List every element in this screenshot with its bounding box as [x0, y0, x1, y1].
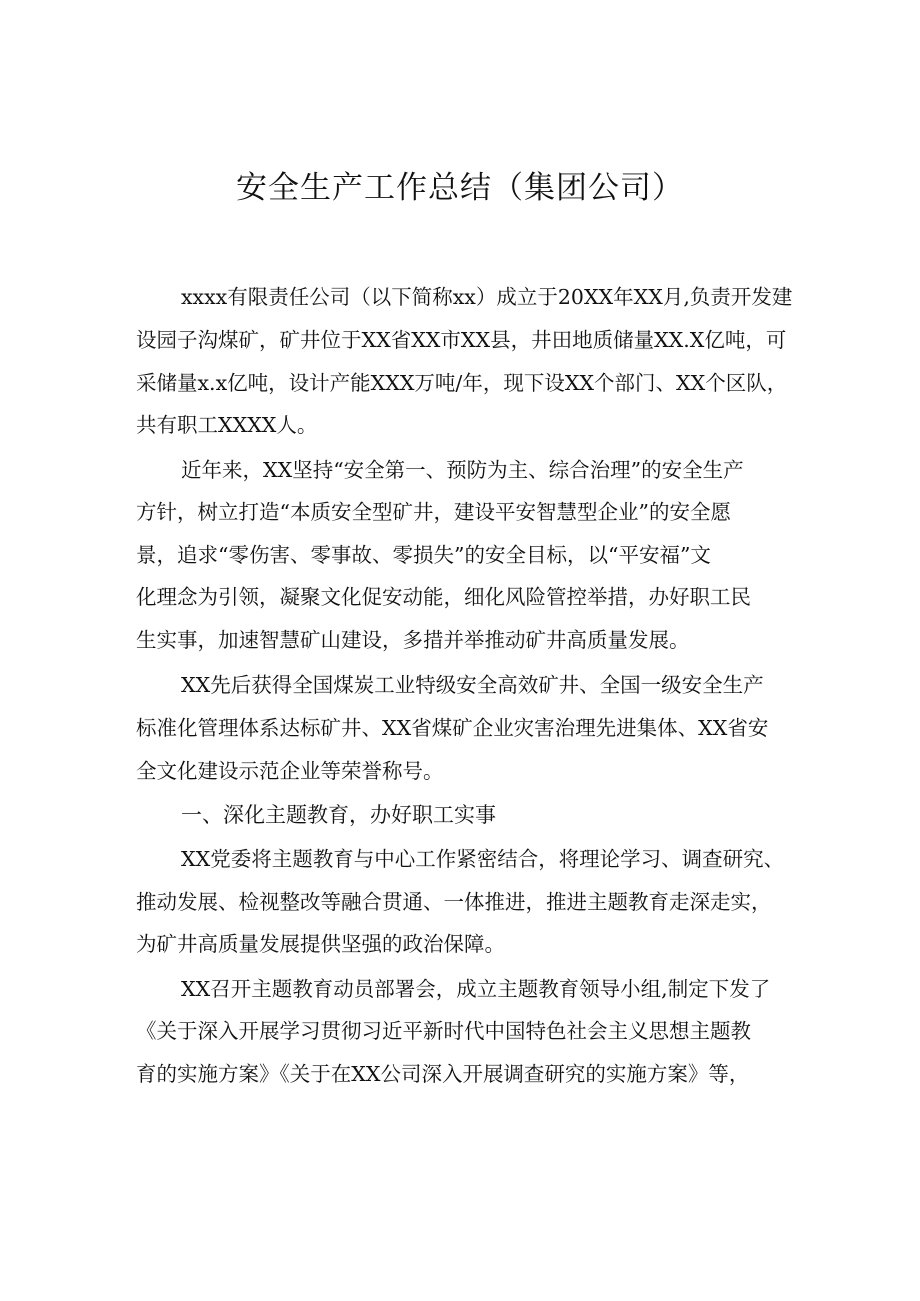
- paragraph-line: XX先后获得全国煤炭工业特级安全高效矿井、全国一级安全生产: [181, 673, 764, 697]
- paragraph-line: 共有职工XXXX人。: [136, 413, 318, 437]
- paragraph-line: XX召开主题教育动员部署会，成立主题教育领导小组,制定下发了: [181, 977, 771, 1001]
- paragraph-line: 采储量x.x亿吨，设计产能XXX万吨/年，现下设XX个部门、XX个区队，: [136, 371, 788, 395]
- paragraph-line: 化理念为引领，凝聚文化促安动能，细化风险管控举措，办好职工民: [136, 585, 751, 609]
- paragraph-line: 全文化建设示范企业等荣誉称号。: [136, 759, 444, 783]
- paragraph-line: xxxx有限责任公司（以下简称xx）成立于20XX年XX月,负责开发建: [181, 285, 793, 309]
- paragraph-line: 《关于深入开展学习贯彻习近平新时代中国特色社会主义思想主题教: [136, 1019, 751, 1043]
- paragraph-line: 为矿井高质量发展提供坚强的政治保障。: [136, 932, 505, 956]
- paragraph-line: 景，追求“零伤害、零事故、零损失”的安全目标，以“平安福”文: [136, 543, 711, 567]
- paragraph-line: 育的实施方案》《关于在XX公司深入开展调查研究的实施方案》等，: [136, 1062, 750, 1086]
- paragraph-line: 设园子沟煤矿，矿井位于XX省XX市XX县，井田地质储量XX.X亿吨，可: [136, 328, 787, 352]
- paragraph-line: 方针，树立打造“本质安全型矿井，建设平安智慧型企业”的安全愿: [136, 500, 731, 524]
- document-title: 安全生产工作总结（集团公司）: [236, 170, 684, 206]
- paragraph-line: 标准化管理体系达标矿井、XX省煤矿企业灾害治理先进集体、XX省安: [136, 716, 769, 740]
- paragraph-line: 推动发展、检视整改等融合贯通、一体推进，推进主题教育走深走实，: [136, 890, 772, 914]
- paragraph-line: 近年来，XX坚持“安全第一、预防为主、综合治理”的安全生产: [181, 458, 744, 482]
- paragraph-line: 生实事，加速智慧矿山建设，多措并举推动矿井高质量发展。: [136, 628, 690, 652]
- paragraph-line: XX党委将主题教育与中心工作紧密结合，将理论学习、调查研究、: [181, 847, 785, 871]
- section-heading: 一、深化主题教育，办好职工实事: [181, 803, 496, 827]
